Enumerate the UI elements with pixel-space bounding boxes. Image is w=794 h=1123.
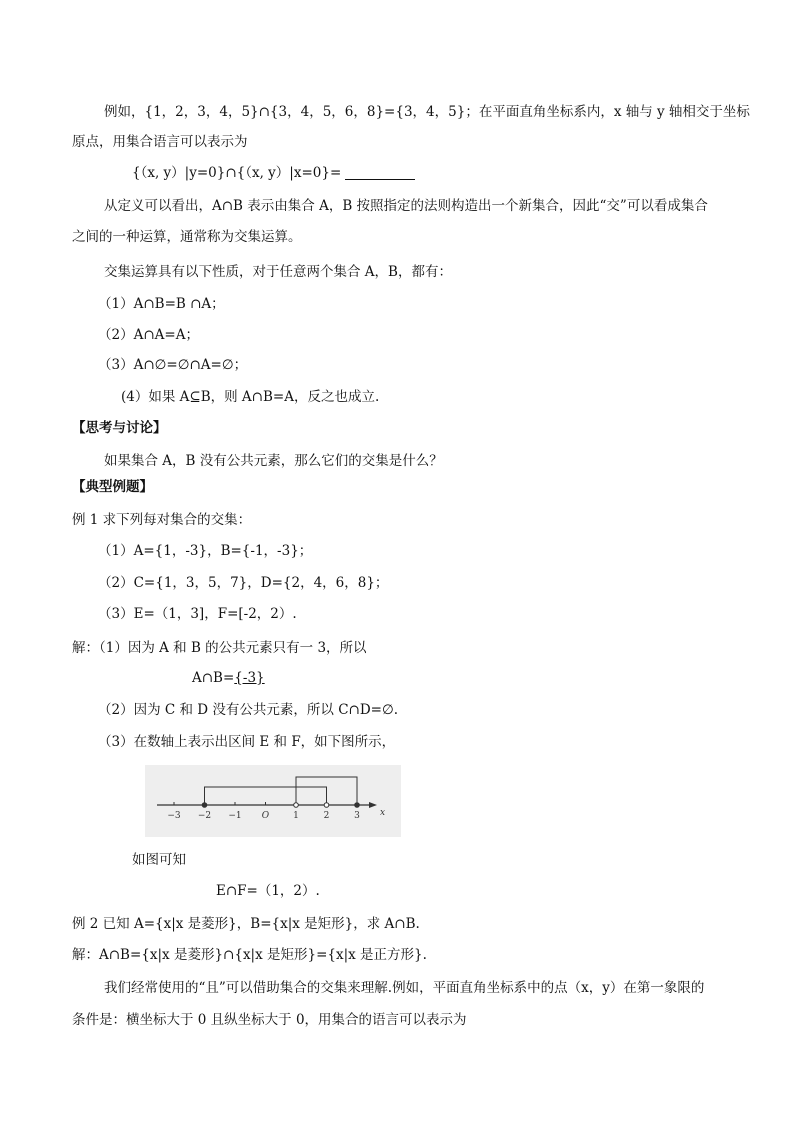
example-item: （3）E=（1，3]，F=[-2，2）. [98, 606, 297, 622]
section-heading: 【典型例题】 [72, 479, 153, 495]
text-line: 原点，用集合语言可以表示为 [72, 134, 248, 150]
example-title: 例 2 已知 A={x|x 是菱形}，B={x|x 是矩形}，求 A∩B. [72, 916, 420, 932]
example-item: （1）A={1，-3}，B={-1，-3}； [98, 543, 313, 559]
tick-label: −1 [228, 811, 242, 821]
example-title: 例 1 求下列每对集合的交集： [72, 512, 252, 528]
property-item: (4）如果 A⊆B，则 A∩B=A，反之也成立. [121, 389, 380, 405]
tick-label: 3 [354, 811, 360, 821]
answer-blank [345, 165, 415, 180]
figure-background [145, 765, 401, 837]
interval-f-closed-endpoint [202, 803, 207, 808]
formula-line [192, 668, 265, 688]
text-line: 交集运算具有以下性质，对于任意两个集合 A，B，都有： [104, 264, 452, 280]
formula-line [132, 163, 415, 183]
property-item: （2）A∩A=A； [98, 327, 199, 343]
text-line: 从定义可以看出，A∩B 表示由集合 A，B 按照指定的法则构造出一个新集合，因此“交”可以看成集合 [104, 198, 708, 214]
tick-label: 2 [323, 811, 330, 821]
text-line: 我们经常使用的“且”可以借助集合的交集来理解.例如，平面直角坐标系中的点（x，y）在第一象限的 [104, 980, 705, 996]
text-line: 条件是：横坐标大于 0 且纵坐标大于 0，用集合的语言可以表示为 [72, 1012, 467, 1028]
formula-answer: {-3} [234, 670, 265, 686]
property-item: （1）A∩B=B ∩A； [98, 296, 225, 312]
solution-line: （3）在数轴上表示出区间 E 和 F，如下图所示， [98, 734, 396, 750]
text-line: 例如，{1，2，3，4，5}∩{3，4，5，6，8}={3，4，5}；在平面直角坐标系内，x 轴与 y 轴相交于坐标 [104, 104, 750, 120]
tick-label: −3 [167, 811, 181, 821]
number-line-figure [145, 765, 401, 837]
interval-f-open-endpoint [324, 803, 329, 808]
tick-label: O [261, 811, 270, 821]
axis-label: x [380, 808, 386, 818]
solution-line: 解：（1）因为 A 和 B 的公共元素只有一 3，所以 [72, 640, 367, 656]
tick-label: −2 [197, 811, 212, 821]
example-item: （2）C={1，3，5，7}，D={2，4，6，8}； [98, 575, 389, 591]
section-heading: 【思考与讨论】 [72, 420, 167, 436]
formula-text: A∩B= [192, 670, 235, 686]
solution-line: 解：A∩B={x|x 是菱形}∩{x|x 是矩形}={x|x 是正方形}. [72, 947, 427, 963]
text-line: 之间的一种运算，通常称为交集运算。 [72, 229, 302, 245]
formula-line: E∩F=（1，2）. [216, 883, 320, 899]
solution-line: （2）因为 C 和 D 没有公共元素，所以 C∩D=∅. [98, 702, 399, 718]
property-item: （3）A∩∅=∅∩A=∅； [98, 357, 248, 373]
interval-e-open-endpoint [294, 803, 299, 808]
text-line: 如图可知 [132, 852, 186, 868]
tick-label: 1 [293, 811, 299, 821]
interval-e-closed-endpoint [355, 803, 360, 808]
formula-text: {（x, y）|y=0}∩{（x, y）|x=0}= [132, 165, 342, 181]
text-line: 如果集合 A，B 没有公共元素，那么它们的交集是什么？ [104, 453, 443, 469]
